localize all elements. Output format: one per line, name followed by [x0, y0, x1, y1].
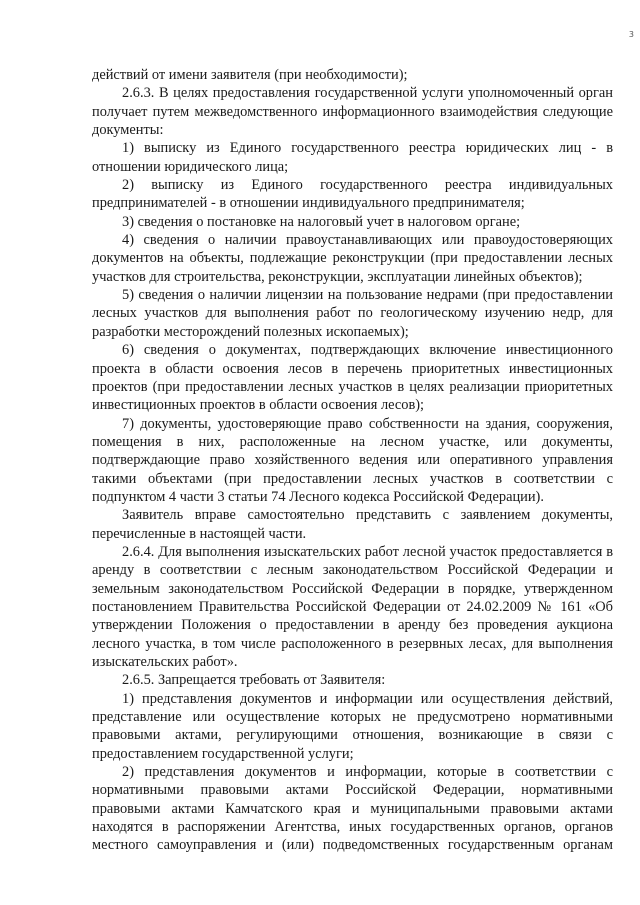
page-mark: 3 [628, 30, 634, 39]
paragraph: 2) выписку из Единого государственного реестра индивидуальных предпринимателей - в отношении индивидуального предпринимателя; [92, 177, 613, 212]
paragraph: 3) сведения о постановке на налоговый учет в налоговом органе; [122, 213, 521, 230]
paragraph: 1) представления документов и информации или осуществления действий, представление или осуществление которых не предусмотрено нормативными правовыми актами, регулирующими отношения, возникающие в связи с предоставлением государственной услуги; [92, 690, 613, 762]
paragraph: 2.6.4. Для выполнения изыскательских работ лесной участок предоставляется в аренду в соответствии с лесным законодательством Российской Федерации и земельным законодательством Российской Федерации в порядке, утвержденном постановлением Правительства Российской Федерации от 24.02.2009 № 161 «Об утверждении Положения о предоставлении в аренду без проведения аукциона лесного участка, в том числе расположенного в резервных лесах, для выполнения изыскательских работ». [92, 543, 613, 670]
paragraph: 7) документы, удостоверяющие право собственности на здания, сооружения, помещения в них, расположенные на лесном участке, или документы, подтверждающие право хозяйственного ведения или оперативного управления такими объектами (при предоставлении лесных участков в соответствии с подпунктом 4 части 3 статьи 74 Лесного кодекса Российской Федерации). [92, 415, 613, 505]
paragraph: 4) сведения о наличии правоустанавливающих или правоудостоверяющих документов на объекты, подлежащие реконструкции (при предоставлении лесных участков для строительства, реконструкции, эксплуатации линейных объектов); [92, 232, 613, 285]
paragraph: Заявитель вправе самостоятельно представить с заявлением документы, перечисленные в настоящей части. [92, 507, 613, 542]
paragraph: 2.6.3. В целях предоставления государственной услуги уполномоченный орган получает путем межведомственного информационного взаимодействия следующие документы: [92, 85, 613, 139]
document-body [92, 66, 613, 855]
paragraph: 6) сведения о документах, подтверждающих включение инвестиционного проекта в области освоения лесов в перечень приоритетных инвестиционных проектов (при предоставлении лесных участков в целях реализации приоритетных инвестиционных проектов в области освоения лесов); [92, 342, 613, 414]
paragraph: 2) представления документов и информации, которые в соответствии с нормативными правовыми актами Российской Федерации, нормативными правовыми актами Камчатского края и муниципальными правовыми актами находятся в распоряжении Агентства, иных государственных органов, органов местного самоуправления и (или) подведомственных государственным органам [92, 764, 613, 854]
paragraph: 1) выписку из Единого государственного реестра юридических лиц - в отношении юридического лица; [92, 140, 613, 175]
paragraph: 5) сведения о наличии лицензии на пользование недрами (при предоставлении лесных участков для выполнения работ по геологическому изучению недр, для разработки месторождений полезных ископаемых); [92, 287, 613, 340]
paragraph: 2.6.5. Запрещается требовать от Заявителя: [122, 672, 386, 689]
paragraph: действий от имени заявителя (при необходимости); [92, 67, 408, 83]
